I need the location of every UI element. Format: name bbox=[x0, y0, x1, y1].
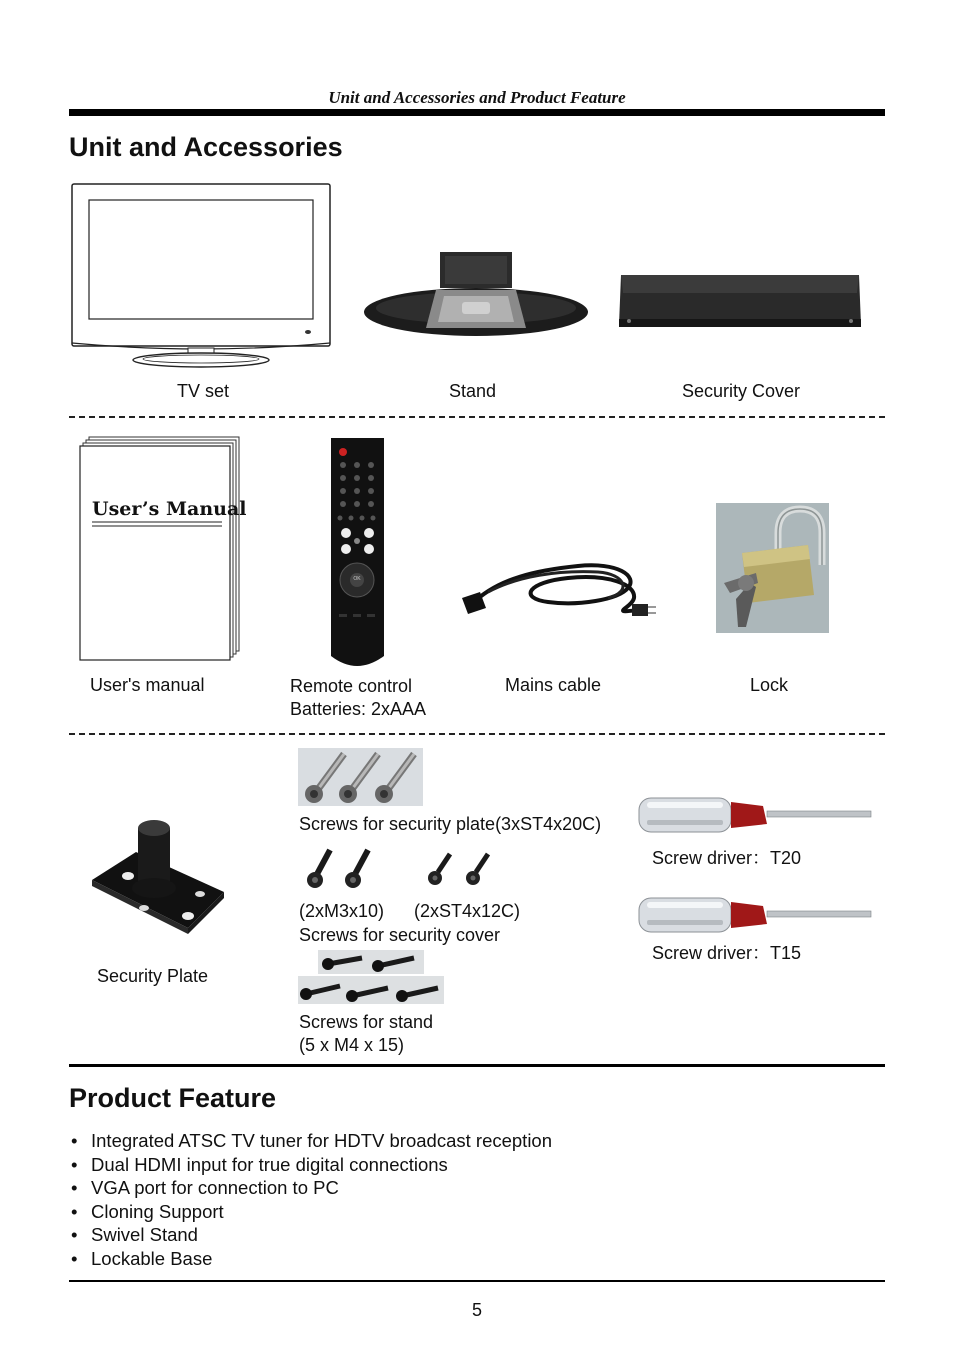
tv-set-label: TV set bbox=[177, 381, 230, 401]
users-manual-icon bbox=[80, 436, 247, 660]
users-manual-label: User's manual bbox=[90, 675, 205, 695]
remote-control-icon bbox=[329, 436, 386, 672]
page-number: 5 bbox=[471, 1300, 482, 1320]
security-plate-label: Security Plate bbox=[97, 966, 209, 986]
cover-screw-spec-m3: (2xM3x10) bbox=[299, 901, 385, 921]
screws-security-plate-label: Screws for security plate(3xST4x20C) bbox=[299, 814, 602, 834]
screws-stand-icon bbox=[298, 950, 444, 1004]
stand-label: Stand bbox=[449, 381, 497, 401]
feature-item: • Cloning Support bbox=[71, 1200, 224, 1222]
screws-stand-spec: (5 x M4 x 15) bbox=[299, 1035, 405, 1055]
section-divider bbox=[69, 1064, 885, 1067]
screws-security-cover-label: Screws for security cover bbox=[299, 925, 501, 945]
screwdriver-t20-icon bbox=[637, 796, 873, 834]
feature-item: • Integrated ATSC TV tuner for HDTV broadcast reception bbox=[71, 1130, 553, 1151]
feature-item: • VGA port for connection to PC bbox=[71, 1177, 339, 1198]
screwdriver-t20-label: Screw driver：T20 bbox=[652, 848, 802, 868]
screwdriver-t15-label: Screw driver：T15 bbox=[652, 943, 802, 963]
section-title-product-feature: Product Feature bbox=[69, 1083, 277, 1113]
batteries-label: Batteries: 2xAAA bbox=[290, 699, 427, 719]
manual-cover-title: User’s Manual bbox=[92, 498, 247, 520]
dashed-separator-1 bbox=[69, 416, 885, 418]
stand-icon bbox=[362, 250, 590, 342]
mains-cable-icon bbox=[458, 548, 660, 628]
feature-item: • Dual HDMI input for true digital connections bbox=[71, 1153, 448, 1175]
remote-ok-button-text: OK bbox=[353, 576, 361, 582]
remote-control-label: Remote control bbox=[290, 676, 413, 696]
tv-set-icon bbox=[70, 183, 332, 371]
screws-security-plate-icon bbox=[298, 748, 423, 806]
footer-rule bbox=[69, 1280, 885, 1282]
dashed-separator-2 bbox=[69, 733, 885, 735]
security-plate-icon bbox=[88, 816, 228, 930]
lock-label: Lock bbox=[750, 675, 789, 695]
cover-screw-spec-st4: (2xST4x12C) bbox=[414, 901, 521, 921]
header-rule bbox=[69, 109, 885, 116]
mains-cable-label: Mains cable bbox=[505, 675, 602, 695]
security-cover-icon bbox=[617, 271, 863, 331]
section-title-unit-accessories: Unit and Accessories bbox=[69, 132, 343, 162]
lock-icon bbox=[716, 503, 829, 633]
running-header: Unit and Accessories and Product Feature bbox=[328, 88, 626, 107]
screwdriver-t15-icon bbox=[637, 896, 873, 934]
product-feature-list bbox=[69, 1129, 552, 1270]
feature-item: • Swivel Stand bbox=[71, 1224, 198, 1245]
feature-item: • Lockable Base bbox=[71, 1247, 213, 1269]
screws-stand-label: Screws for stand bbox=[299, 1012, 434, 1032]
security-cover-label: Security Cover bbox=[682, 381, 801, 401]
screws-security-cover-icon bbox=[298, 846, 494, 892]
